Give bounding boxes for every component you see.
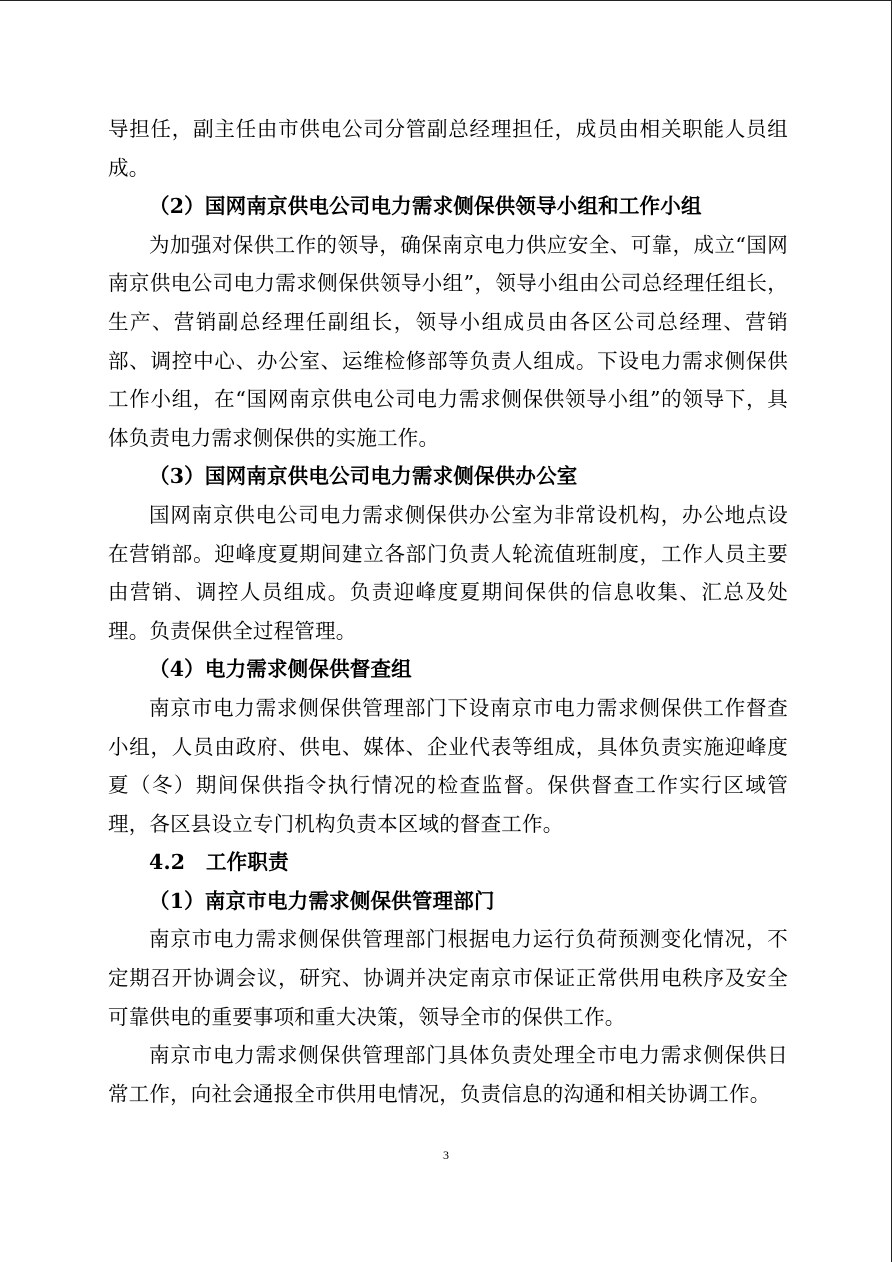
paragraph-continuation: 导担任，副主任由市供电公司分管副总经理担任，成员由相关职能人员组成。: [108, 117, 788, 180]
heading-office: （3）国网南京供电公司电力需求侧保供办公室: [149, 464, 578, 489]
section-heading-responsibilities: 4.2 工作职责: [149, 850, 289, 875]
paragraph-management-dept-1: 南京市电力需求侧保供管理部门根据电力运行负荷预测变化情况，不定期召开协调会议，研究、协调并决定南京市保证正常供用电秩序及安全可靠供电的重要事项和重大决策，领导全市的保供工作。: [108, 927, 788, 1029]
heading-inspection-group: （4）电力需求侧保供督查组: [149, 657, 412, 682]
paragraph-leadership-group: 为加强对保供工作的领导，确保南京电力供应安全、可靠，成立“国网南京供电公司电力需求侧保供领导小组”，领导小组由公司总经理任组长，生产、营销副总经理任副组长，领导小组成员由各区公司总经理、营销部、调控中心、办公室、运维检修部等负责人组成。下设电力需求侧保供工作小组，在“国网南京供电公司电力需求侧保供领导小组”的领导下，具体负责电力需求侧保供的实施工作。: [108, 232, 788, 450]
paragraph-office: 国网南京供电公司电力需求侧保供办公室为非常设机构，办公地点设在营销部。迎峰度夏期间建立各部门负责人轮流值班制度，工作人员主要由营销、调控人员组成。负责迎峰度夏期间保供的信息收集、汇总及处理。负责保供全过程管理。: [108, 502, 788, 643]
page-number: 3: [443, 1148, 449, 1162]
document-body: [108, 110, 788, 1113]
heading-leadership-group: （2）国网南京供电公司电力需求侧保供领导小组和工作小组: [149, 194, 702, 219]
paragraph-management-dept-2: 南京市电力需求侧保供管理部门具体负责处理全市电力需求侧保供日常工作，向社会通报全市供用电情况，负责信息的沟通和相关协调工作。: [108, 1043, 788, 1106]
heading-management-dept: （1）南京市电力需求侧保供管理部门: [149, 888, 495, 913]
paragraph-inspection-group: 南京市电力需求侧保供管理部门下设南京市电力需求侧保供工作督查小组，人员由政府、供电、媒体、企业代表等组成，具体负责实施迎峰度夏（冬）期间保供指令执行情况的检查监督。保供督查工作实行区域管理，各区县设立专门机构负责本区域的督查工作。: [108, 695, 788, 836]
